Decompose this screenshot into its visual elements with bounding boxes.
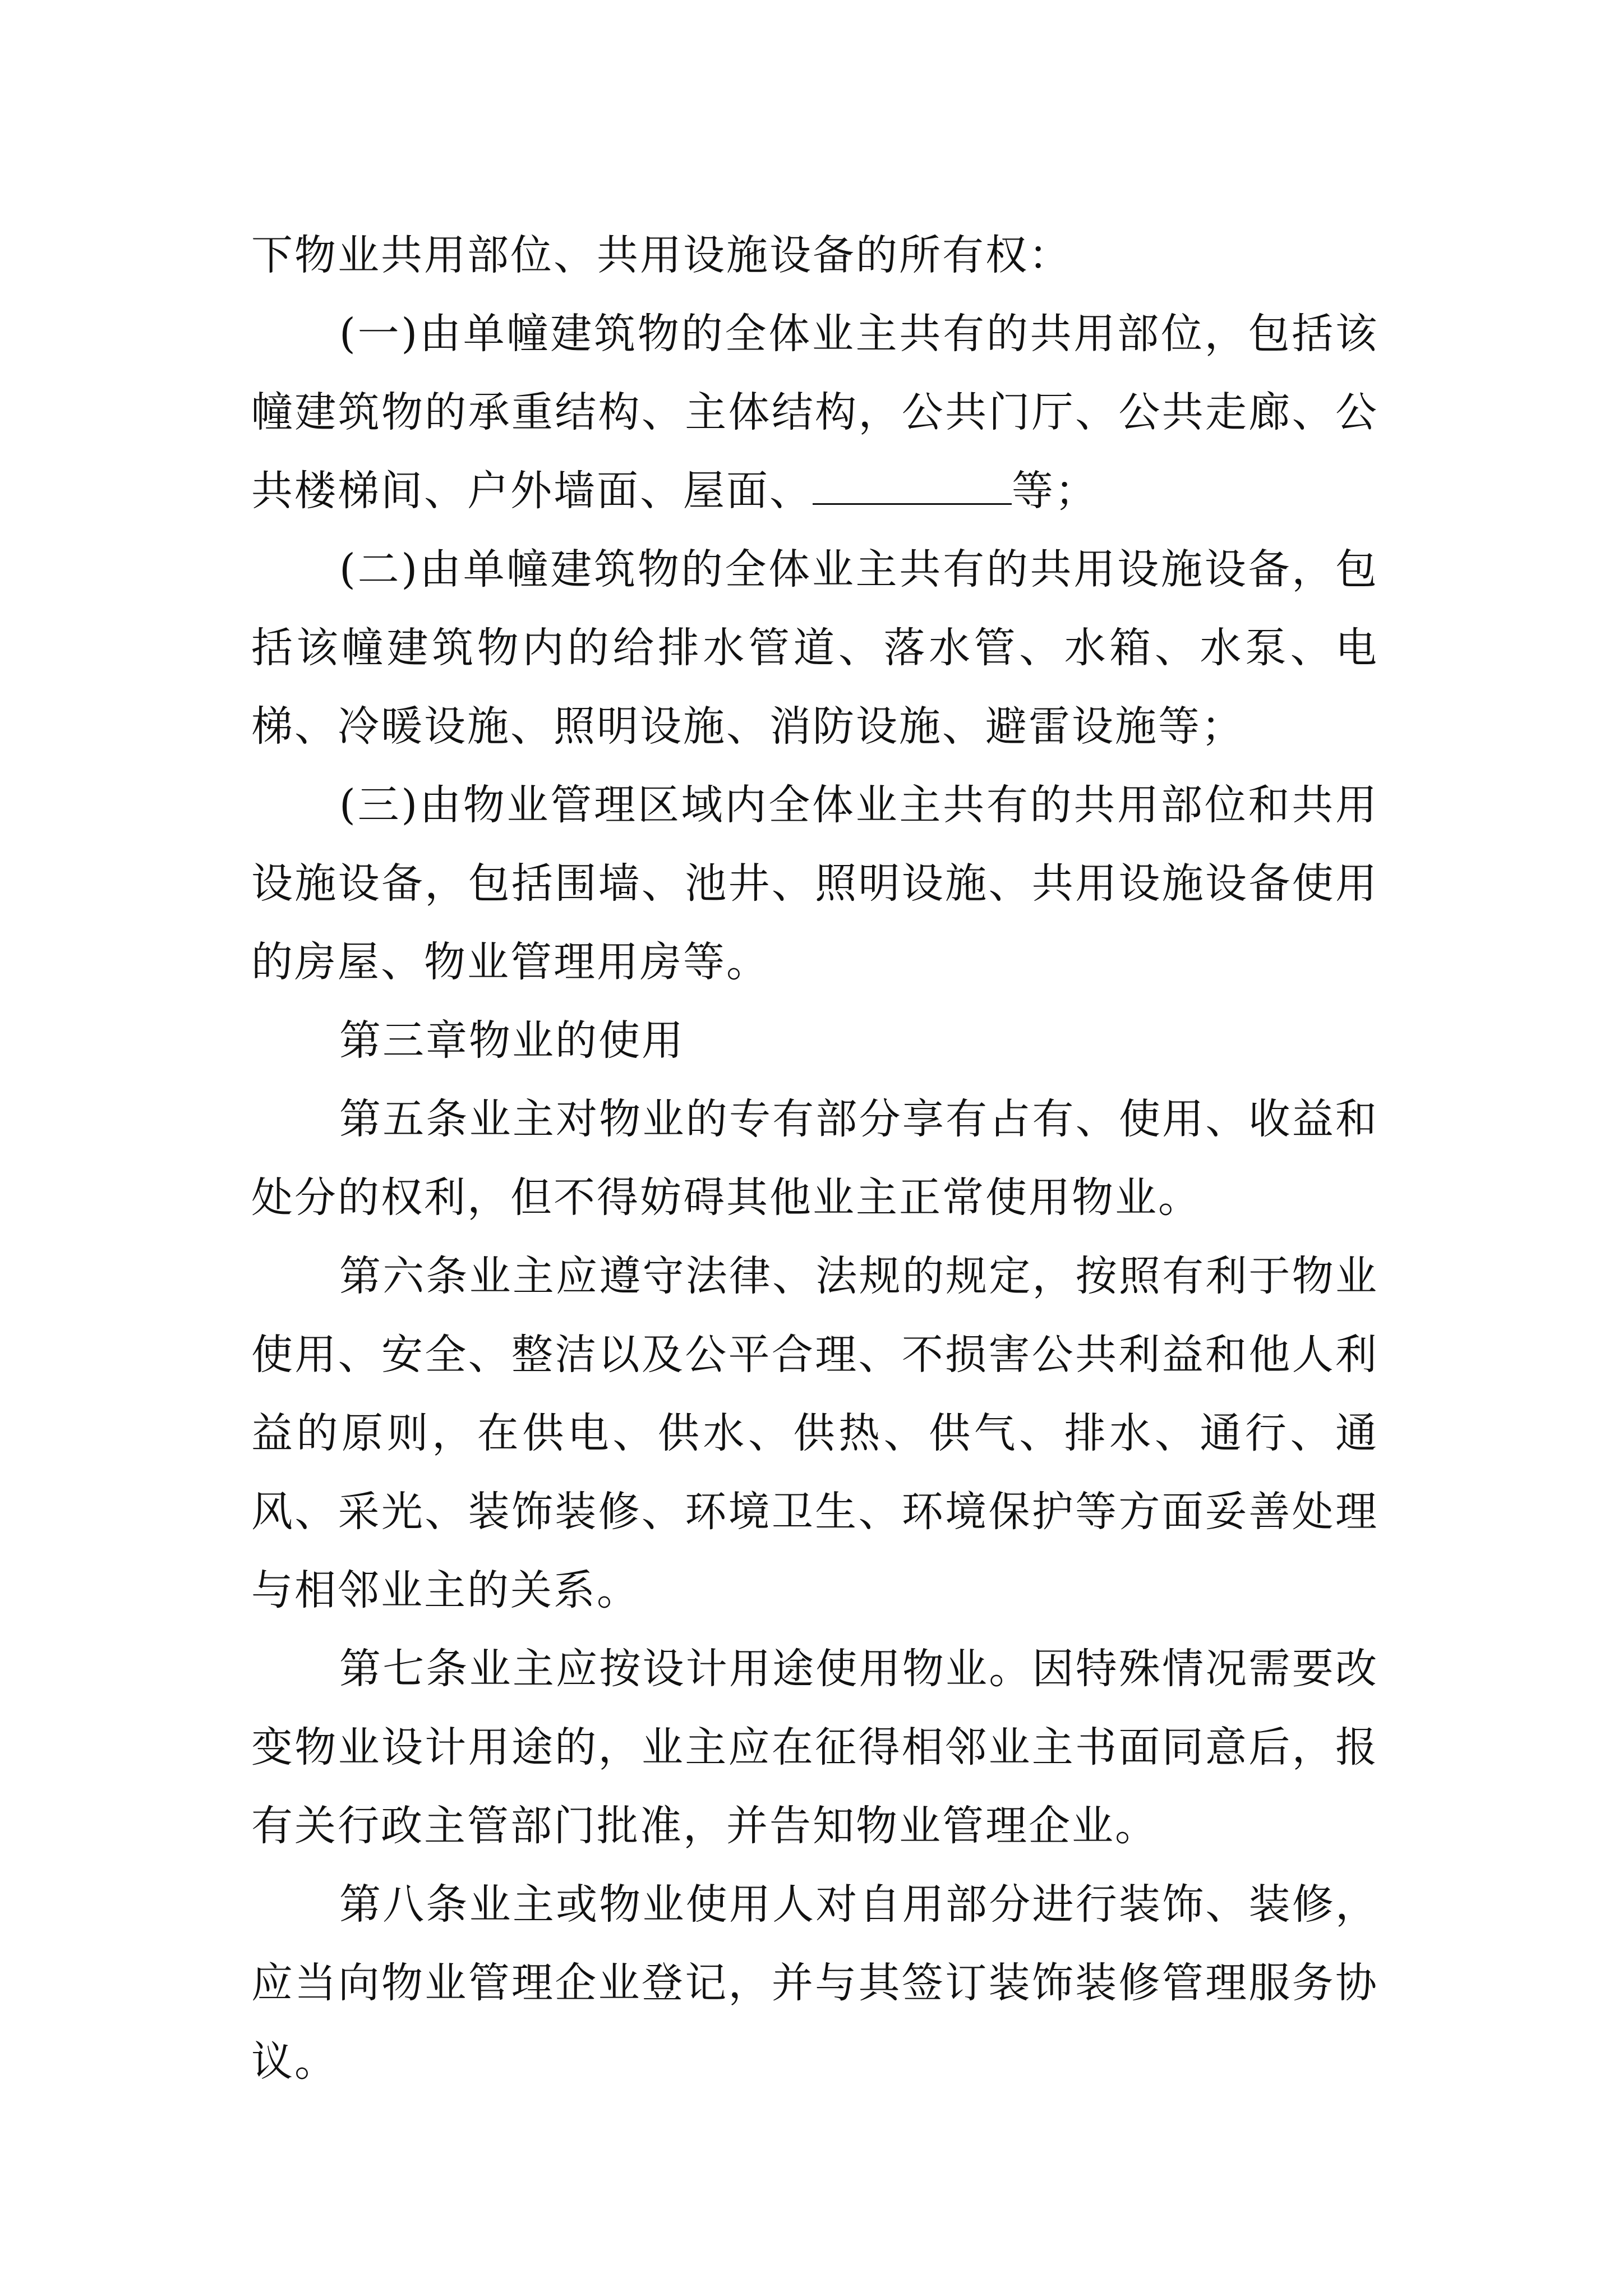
chapter-heading: 第三章物业的使用: [339, 1016, 685, 1065]
paragraph-item-3: (三)由物业管理区域内全体业主共有的共用部位和共用设施设备，包括围墙、池井、照明设施、共用设施设备使用的房屋、物业管理用房等。: [251, 781, 1378, 986]
paragraph-item-1: [251, 295, 1378, 530]
paragraph-continuation: 下物业共用部位、共用设施设备的所有权：: [251, 231, 1072, 279]
paragraph-item-2: (二)由单幢建筑物的全体业主共有的共用设施设备，包括该幢建筑物内的给排水管道、落水管、水箱、水泵、电梯、冷暖设施、照明设施、消防设施、避雷设施等；: [251, 545, 1378, 751]
fill-in-blank: [813, 470, 1012, 505]
paragraph-item-1-text: (一)由单幢建筑物的全体业主共有的共用部位，包括该幢建筑物的承重结构、主体结构，公共门厅、公共走廊、公共楼梯间、户外墙面、屋面、: [251, 310, 1378, 515]
article-8: 第八条业主或物业使用人对自用部分进行装饰、装修，应当向物业管理企业登记，并与其签订装饰装修管理服务协议。: [251, 1880, 1378, 2086]
article-5: 第五条业主对物业的专有部分享有占有、使用、收益和处分的权利，但不得妨碍其他业主正常使用物业。: [251, 1095, 1378, 1222]
article-7: 第七条业主应按设计用途使用物业。因特殊情况需要改变物业设计用途的，业主应在征得相邻业主书面同意后，报有关行政主管部门批准，并告知物业管理企业。: [251, 1645, 1378, 1850]
article-6: 第六条业主应遵守法律、法规的规定，按照有利于物业使用、安全、整洁以及公平合理、不损害公共利益和他人利益的原则，在供电、供水、供热、供气、排水、通行、通风、采光、装饰装修、环境卫生、环境保护等方面妥善处理与相邻业主的关系。: [251, 1252, 1378, 1614]
paragraph-item-1-ending: 等；: [1012, 467, 1098, 515]
document-page: [251, 216, 1378, 2101]
